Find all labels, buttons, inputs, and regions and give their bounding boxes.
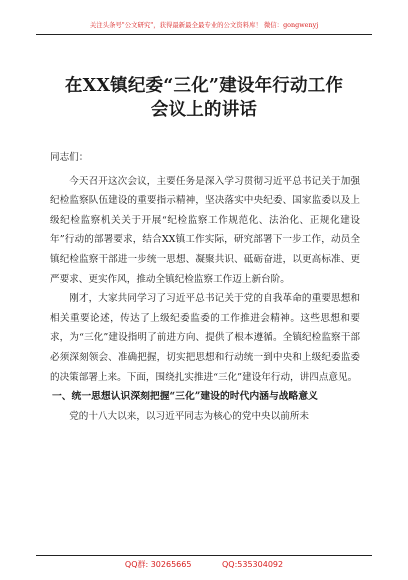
footer-qq: QQ:535304092 [222, 560, 284, 569]
section-heading: 一、统一思想认识深刻把握“三化”建设的时代内涵与战略意义 [51, 391, 318, 403]
footer-qq-group: QQ群: 30265665 [124, 560, 192, 569]
greeting: 同志们： [50, 152, 89, 163]
title-line-1: 在XX镇纪委“三化”建设年行动工作 [64, 76, 344, 96]
paragraph-2: 刚才，大家共同学习了习近平总书记关于党的自我革命的重要思想和相关重要论述，传达了上级纪委监委的工作推进会精神。这些思想和要求，为“三化”建设指明了前进方向、提供了根本遵循。全镇纪检监察干部必须深刻领会、准确把握，切实把思想和行动统一到中央和上级纪委监委的决策部署上来。下面，围绕扎实推进“三化”建设年行动，讲四点意见。 [50, 293, 360, 383]
document-body [50, 148, 360, 426]
paragraph-3: 党的十八大以来，以习近平同志为核心的党中央以前所未 [69, 410, 310, 422]
page-header [36, 20, 372, 35]
paragraph-1: 今天召开这次会议，主要任务是深入学习贯彻习近平总书记关于加强纪检监察队伍建设的重要指示精神，坚决落实中央纪委、国家监委以及上级纪检监察机关关于开展“纪检监察工作规范化、法治化、正规化建设年”行动的部署要求，结合XX镇工作实际，研究部署下一步工作，动员全镇纪检监察干部进一步统一思想、凝聚共识、砥砺奋进，以更高标准、更严要求、更实作风，推动全镇纪检监察工作迈上新台阶。 [50, 175, 360, 285]
page-footer [36, 555, 372, 570]
header-notice: 关注头条号"公文研究"，获得最新最全最专业的公文资料库！ 微信：gongwenyj [89, 21, 319, 29]
title-line-2: 会议上的讲话 [150, 100, 258, 120]
document-title [36, 74, 372, 122]
